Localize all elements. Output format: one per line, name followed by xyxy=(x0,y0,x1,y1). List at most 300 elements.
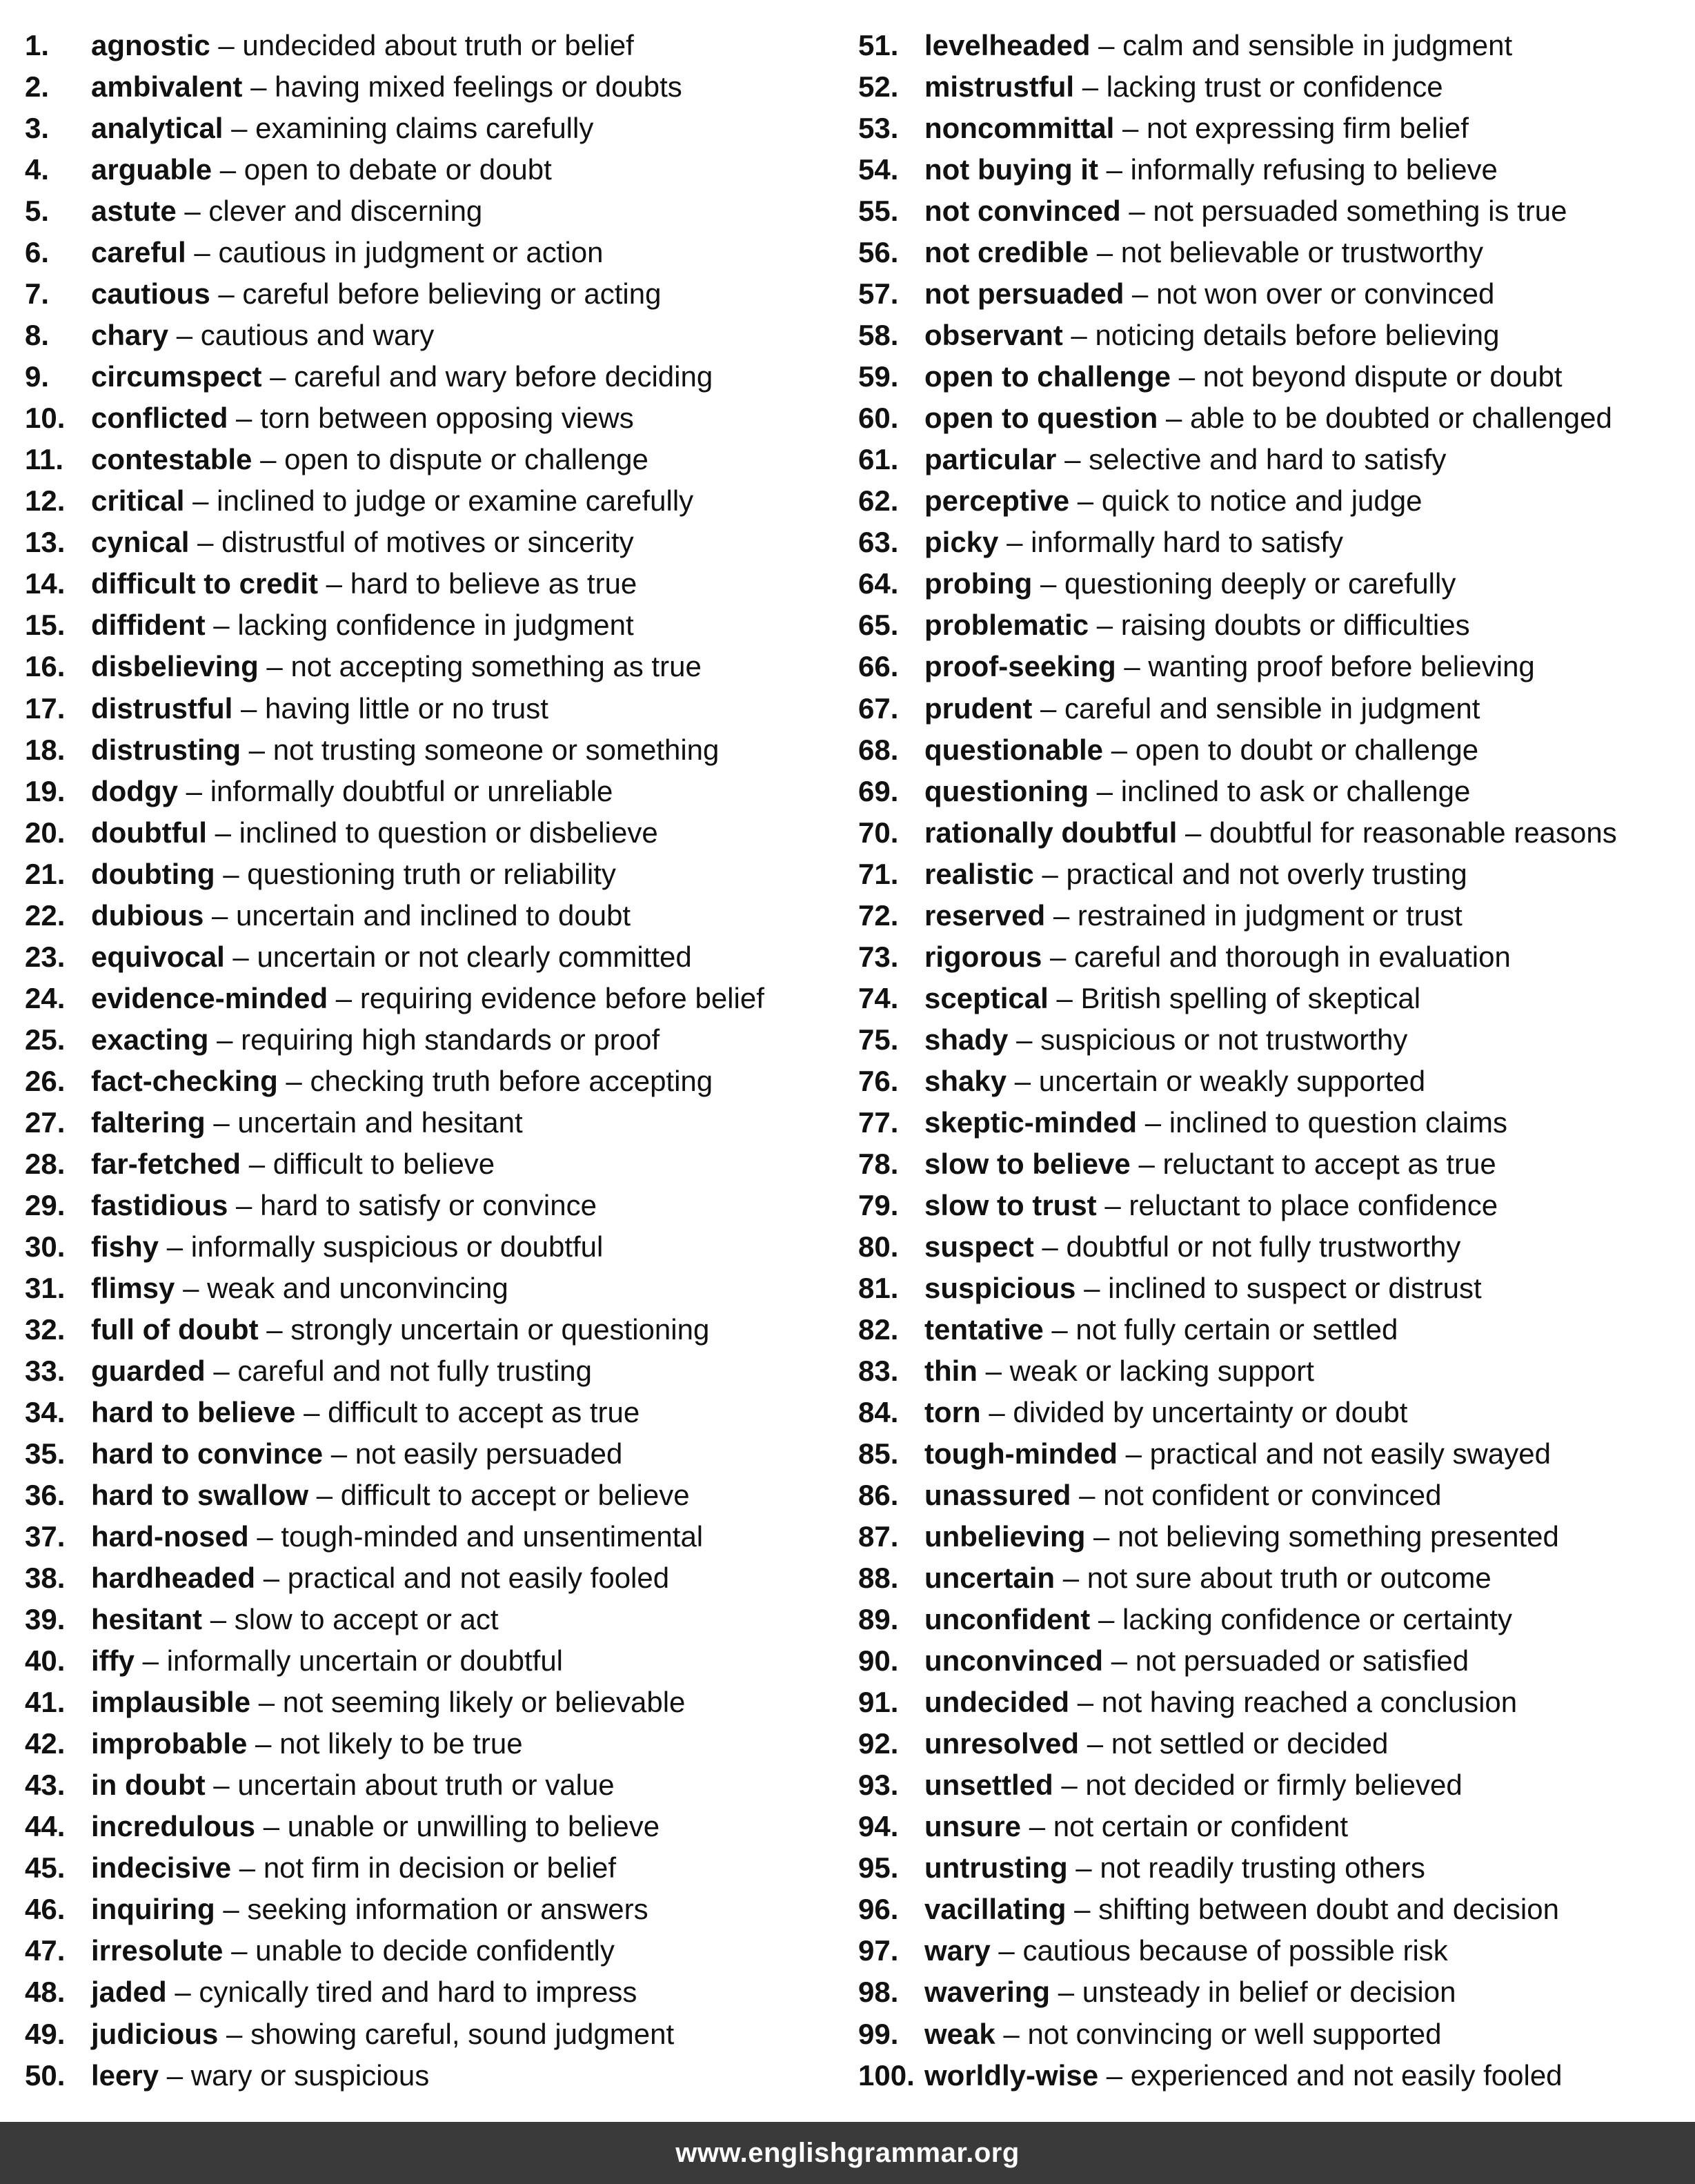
item-word: suspect xyxy=(924,1230,1034,1263)
item-definition: lacking trust or confidence xyxy=(1106,70,1443,104)
item-number: 25. xyxy=(25,1023,66,1056)
item-word: circumspect xyxy=(91,360,262,393)
item-entry xyxy=(924,25,1512,66)
item-definition: not won over or convinced xyxy=(1156,277,1495,311)
item-number: 73. xyxy=(858,940,899,973)
item-number: 49. xyxy=(25,2017,66,2050)
item-entry xyxy=(91,1102,523,1143)
item-entry xyxy=(924,1019,1407,1061)
item-entry xyxy=(924,646,1535,687)
item-word: astute xyxy=(91,195,177,228)
item-entry xyxy=(924,2014,1441,2055)
item-definition: wanting proof before believing xyxy=(1148,650,1535,683)
item-number: 30. xyxy=(25,1230,66,1263)
item-number: 71. xyxy=(858,857,899,890)
item-number: 54. xyxy=(858,153,899,186)
item-entry xyxy=(924,1971,1456,2013)
item-word: doubtful xyxy=(91,816,207,849)
item-dash: – xyxy=(166,2058,184,2092)
item-dash: – xyxy=(1106,2058,1123,2092)
item-definition: uncertain about truth or value xyxy=(237,1769,615,1802)
item-number: 52. xyxy=(858,70,899,104)
item-entry xyxy=(924,563,1456,604)
item-entry xyxy=(924,66,1443,108)
item-number: 93. xyxy=(858,1769,899,1802)
item-definition: experienced and not easily fooled xyxy=(1130,2058,1563,2092)
item-dash: – xyxy=(231,1934,248,1967)
item-dash: – xyxy=(176,319,193,352)
item-number: 1. xyxy=(25,29,50,61)
item-number: 2. xyxy=(25,70,50,104)
item-entry xyxy=(91,1350,592,1392)
item-word: full of doubt xyxy=(91,1312,259,1346)
item-entry xyxy=(924,356,1562,397)
item-definition: cautious in judgment or action xyxy=(218,236,604,269)
item-dash: – xyxy=(316,1479,333,1512)
item-dash: – xyxy=(166,1230,184,1263)
item-entry xyxy=(924,1226,1460,1268)
item-number: 67. xyxy=(858,691,899,725)
item-entry xyxy=(924,1392,1407,1433)
item-word: conflicted xyxy=(91,402,228,435)
item-entry xyxy=(924,729,1478,771)
item-entry xyxy=(924,439,1446,480)
item-word: unbelieving xyxy=(924,1520,1086,1553)
item-number: 95. xyxy=(858,1851,899,1885)
item-dash: – xyxy=(1096,236,1113,269)
item-definition: informally refusing to believe xyxy=(1130,153,1498,186)
item-entry xyxy=(924,1640,1469,1682)
item-number: 28. xyxy=(25,1147,66,1180)
item-definition: reluctant to accept as true xyxy=(1162,1147,1496,1180)
item-definition: not readily trusting others xyxy=(1100,1851,1425,1885)
item-dash: – xyxy=(226,2017,243,2050)
item-word: chary xyxy=(91,319,169,352)
item-dash: – xyxy=(1165,402,1182,435)
item-dash: – xyxy=(989,1396,1005,1429)
item-definition: not firm in decision or belief xyxy=(263,1851,617,1885)
item-number: 82. xyxy=(858,1312,899,1346)
item-definition: difficult to believe xyxy=(272,1147,495,1180)
item-number: 55. xyxy=(858,195,899,228)
item-word: guarded xyxy=(91,1355,206,1387)
item-word: far-fetched xyxy=(91,1147,241,1180)
item-number: 62. xyxy=(858,484,899,518)
item-dash: – xyxy=(998,1934,1015,1967)
item-dash: – xyxy=(263,1562,280,1595)
item-word: contestable xyxy=(91,443,252,476)
item-number: 96. xyxy=(858,1893,899,1926)
item-entry xyxy=(91,1226,603,1268)
item-dash: – xyxy=(211,898,228,932)
item-definition: uncertain or not clearly committed xyxy=(257,940,692,973)
item-number: 80. xyxy=(858,1230,899,1263)
item-entry xyxy=(91,1061,713,1102)
item-word: weak xyxy=(924,2017,995,2050)
item-definition: wary or suspicious xyxy=(190,2058,430,2092)
item-number: 9. xyxy=(25,360,50,393)
item-definition: not beyond dispute or doubt xyxy=(1202,360,1563,393)
item-dash: – xyxy=(215,816,231,849)
item-dash: – xyxy=(213,1355,230,1387)
item-entry xyxy=(91,356,713,397)
item-entry xyxy=(91,895,631,936)
item-number: 39. xyxy=(25,1603,66,1636)
item-definition: cautious and wary xyxy=(200,319,435,352)
item-entry xyxy=(91,1847,616,1889)
item-word: incredulous xyxy=(91,1810,256,1843)
item-entry xyxy=(924,895,1463,936)
item-dash: – xyxy=(1111,733,1128,766)
item-number: 17. xyxy=(25,691,66,725)
item-entry xyxy=(91,812,658,854)
item-number: 5. xyxy=(25,195,50,228)
item-word: proof-seeking xyxy=(924,650,1116,683)
item-entry xyxy=(91,397,634,439)
item-dash: – xyxy=(223,1893,239,1926)
item-dash: – xyxy=(213,1769,230,1802)
item-entry xyxy=(91,1185,597,1226)
item-word: probing xyxy=(924,567,1033,600)
item-number: 60. xyxy=(858,402,899,435)
item-dash: – xyxy=(255,1727,272,1760)
item-number: 57. xyxy=(858,277,899,311)
item-word: suspicious xyxy=(924,1271,1076,1304)
item-definition: not believable or trustworthy xyxy=(1120,236,1484,269)
item-dash: – xyxy=(241,691,257,725)
item-word: hesitant xyxy=(91,1603,203,1636)
item-number: 16. xyxy=(25,650,66,683)
item-definition: inclined to judge or examine carefully xyxy=(217,484,694,518)
item-definition: informally hard to satisfy xyxy=(1031,526,1343,559)
item-entry xyxy=(91,232,603,273)
item-dash: – xyxy=(236,1188,252,1221)
item-word: observant xyxy=(924,319,1063,352)
item-number: 68. xyxy=(858,733,899,766)
item-word: not persuaded xyxy=(924,277,1124,311)
item-number: 14. xyxy=(25,567,66,600)
item-dash: – xyxy=(1106,153,1122,186)
item-definition: open to doubt or challenge xyxy=(1135,733,1479,766)
item-number: 12. xyxy=(25,484,66,518)
item-word: slow to trust xyxy=(924,1188,1097,1221)
item-dash: – xyxy=(1050,940,1067,973)
item-word: ambivalent xyxy=(91,70,243,104)
item-dash: – xyxy=(1042,1230,1058,1263)
item-definition: open to dispute or challenge xyxy=(284,443,648,476)
item-word: shady xyxy=(924,1023,1009,1056)
item-number: 74. xyxy=(858,981,899,1014)
item-entry xyxy=(924,771,1470,812)
item-word: wary xyxy=(924,1934,991,1967)
item-dash: – xyxy=(1096,609,1113,642)
item-number: 69. xyxy=(858,774,899,807)
item-dash: – xyxy=(330,1437,348,1470)
item-dash: – xyxy=(1096,774,1113,807)
item-dash: – xyxy=(1003,2017,1020,2050)
item-word: shaky xyxy=(924,1064,1007,1097)
item-definition: clever and discerning xyxy=(208,195,483,228)
item-number: 44. xyxy=(25,1810,66,1843)
item-word: exacting xyxy=(91,1023,209,1056)
item-entry xyxy=(91,2014,674,2055)
item-number: 79. xyxy=(858,1188,899,1221)
item-dash: – xyxy=(985,1355,1002,1387)
item-dash: – xyxy=(1056,981,1073,1014)
item-dash: – xyxy=(194,236,210,269)
item-definition: torn between opposing views xyxy=(260,402,634,435)
item-dash: – xyxy=(186,774,203,807)
item-entry xyxy=(924,149,1498,190)
item-number: 89. xyxy=(858,1603,899,1636)
item-dash: – xyxy=(1074,1893,1091,1926)
item-dash: – xyxy=(286,1064,302,1097)
item-number: 36. xyxy=(25,1479,66,1512)
item-entry xyxy=(91,1682,685,1723)
item-dash: – xyxy=(270,360,286,393)
item-number: 58. xyxy=(858,319,899,352)
item-definition: not seeming likely or believable xyxy=(282,1686,686,1719)
item-number: 21. xyxy=(25,857,66,890)
item-word: mistrustful xyxy=(924,70,1075,104)
item-entry xyxy=(924,1102,1507,1143)
item-word: tentative xyxy=(924,1312,1044,1346)
item-number: 56. xyxy=(858,236,899,269)
item-word: judicious xyxy=(91,2017,219,2050)
item-word: vacillating xyxy=(924,1893,1067,1926)
item-number: 83. xyxy=(858,1355,899,1387)
item-dash: – xyxy=(260,443,277,476)
item-definition: not decided or firmly believed xyxy=(1085,1769,1463,1802)
item-dash: – xyxy=(326,567,343,600)
item-entry xyxy=(924,108,1469,149)
item-dash: – xyxy=(1125,1437,1142,1470)
item-word: doubting xyxy=(91,857,215,890)
item-word: equivocal xyxy=(91,940,225,973)
item-word: distrustful xyxy=(91,691,233,725)
item-dash: – xyxy=(1082,70,1099,104)
item-dash: – xyxy=(175,1976,191,2009)
item-number: 48. xyxy=(25,1976,66,2009)
item-definition: not likely to be true xyxy=(279,1727,523,1760)
item-entry xyxy=(91,1971,637,2013)
item-word: not buying it xyxy=(924,153,1098,186)
item-definition: practical and not overly trusting xyxy=(1066,857,1467,890)
item-entry xyxy=(91,1268,508,1309)
item-entry xyxy=(91,1599,499,1640)
item-entry xyxy=(924,1723,1388,1764)
item-definition: cautious because of possible risk xyxy=(1022,1934,1448,1967)
item-definition: examining claims carefully xyxy=(255,112,594,145)
item-definition: weak or lacking support xyxy=(1009,1355,1314,1387)
item-definition: strongly uncertain or questioning xyxy=(290,1312,710,1346)
item-word: faltering xyxy=(91,1105,206,1139)
item-word: questionable xyxy=(924,733,1104,766)
item-definition: inclined to question or disbelieve xyxy=(239,816,658,849)
item-number: 81. xyxy=(858,1271,899,1304)
item-word: flimsy xyxy=(91,1271,175,1304)
item-dash: – xyxy=(223,857,239,890)
item-dash: – xyxy=(218,29,235,61)
item-dash: – xyxy=(213,609,230,642)
item-number: 64. xyxy=(858,567,899,600)
item-entry xyxy=(91,66,682,108)
item-entry xyxy=(924,1764,1463,1806)
item-number: 24. xyxy=(25,981,66,1014)
item-dash: – xyxy=(239,1851,256,1885)
item-number: 38. xyxy=(25,1562,66,1595)
item-definition: unable to decide confidently xyxy=(255,1934,615,1967)
item-entry xyxy=(91,25,634,66)
item-word: in doubt xyxy=(91,1769,206,1802)
item-definition: doubtful for reasonable reasons xyxy=(1209,816,1617,849)
item-dash: – xyxy=(1138,1147,1155,1180)
item-number: 88. xyxy=(858,1562,899,1595)
item-number: 84. xyxy=(858,1396,899,1429)
item-word: diffident xyxy=(91,609,206,642)
item-number: 6. xyxy=(25,236,50,269)
item-dash: – xyxy=(236,402,252,435)
item-number: 35. xyxy=(25,1437,66,1470)
item-number: 76. xyxy=(858,1064,899,1097)
item-definition: not settled or decided xyxy=(1111,1727,1389,1760)
item-entry xyxy=(924,1309,1398,1350)
item-entry xyxy=(924,854,1467,895)
item-dash: – xyxy=(1007,526,1023,559)
item-number: 100. xyxy=(858,2058,915,2092)
item-definition: restrained in judgment or trust xyxy=(1077,898,1463,932)
item-definition: tough-minded and unsentimental xyxy=(281,1520,704,1553)
item-number: 75. xyxy=(858,1023,899,1056)
item-dash: – xyxy=(1064,443,1081,476)
item-definition: lacking confidence in judgment xyxy=(237,609,634,642)
item-number: 99. xyxy=(858,2017,899,2050)
item-dash: – xyxy=(1111,1644,1128,1678)
item-definition: unsteady in belief or decision xyxy=(1082,1976,1456,2009)
item-entry xyxy=(91,936,692,978)
item-dash: – xyxy=(1076,1851,1092,1885)
item-dash: – xyxy=(1104,1188,1121,1221)
item-definition: not certain or confident xyxy=(1053,1810,1348,1843)
item-dash: – xyxy=(192,484,209,518)
item-entry xyxy=(91,522,634,563)
footer-website-link[interactable]: www.englishgrammar.org xyxy=(675,2137,1020,2168)
item-entry xyxy=(924,1433,1551,1475)
item-definition: having mixed feelings or doubts xyxy=(275,70,682,104)
item-number: 22. xyxy=(25,898,66,932)
item-definition: requiring high standards or proof xyxy=(241,1023,660,1056)
item-entry xyxy=(91,480,693,522)
item-number: 94. xyxy=(858,1810,899,1843)
item-definition: showing careful, sound judgment xyxy=(250,2017,675,2050)
item-number: 11. xyxy=(25,443,64,476)
item-definition: seeking information or answers xyxy=(247,1893,648,1926)
item-dash: – xyxy=(1124,650,1140,683)
item-number: 63. xyxy=(858,526,899,559)
item-entry xyxy=(91,1723,523,1764)
item-definition: hard to believe as true xyxy=(350,567,637,600)
item-dash: – xyxy=(1079,1479,1096,1512)
item-number: 26. xyxy=(25,1064,66,1097)
item-definition: difficult to accept or believe xyxy=(340,1479,690,1512)
item-definition: informally doubtful or unreliable xyxy=(210,774,613,807)
item-dash: – xyxy=(1144,1105,1162,1139)
item-dash: – xyxy=(1129,195,1145,228)
item-number: 3. xyxy=(25,112,50,145)
item-definition: not sure about truth or outcome xyxy=(1087,1562,1491,1595)
item-number: 78. xyxy=(858,1147,899,1180)
item-word: thin xyxy=(924,1355,978,1387)
item-definition: not believing something presented xyxy=(1118,1520,1559,1553)
item-word: noncommittal xyxy=(924,112,1115,145)
item-entry xyxy=(924,1930,1448,1971)
item-entry xyxy=(924,315,1500,356)
item-definition: reluctant to place confidence xyxy=(1129,1188,1498,1221)
item-entry xyxy=(91,688,548,729)
item-dash: – xyxy=(210,1603,227,1636)
item-entry xyxy=(924,232,1483,273)
item-definition: selective and hard to satisfy xyxy=(1089,443,1447,476)
item-number: 65. xyxy=(858,609,899,642)
item-definition: inclined to ask or challenge xyxy=(1120,774,1471,807)
item-dash: – xyxy=(1098,1603,1115,1636)
item-definition: checking truth before accepting xyxy=(310,1064,713,1097)
item-entry xyxy=(924,1268,1482,1309)
item-number: 33. xyxy=(25,1355,66,1387)
item-number: 13. xyxy=(25,526,66,559)
item-dash: – xyxy=(1058,1976,1075,2009)
item-definition: not persuaded or satisfied xyxy=(1135,1644,1469,1678)
item-word: unconfident xyxy=(924,1603,1091,1636)
item-entry xyxy=(91,604,634,646)
item-number: 47. xyxy=(25,1934,66,1967)
item-number: 20. xyxy=(25,816,66,849)
item-word: reserved xyxy=(924,898,1046,932)
item-entry xyxy=(91,1806,660,1847)
item-definition: inclined to question claims xyxy=(1169,1105,1508,1139)
item-word: wavering xyxy=(924,1976,1051,2009)
item-number: 18. xyxy=(25,733,66,766)
item-dash: – xyxy=(266,1312,283,1346)
item-number: 19. xyxy=(25,774,66,807)
item-word: agnostic xyxy=(91,29,210,61)
item-number: 77. xyxy=(858,1105,899,1139)
item-number: 4. xyxy=(25,153,50,186)
item-word: skeptic-minded xyxy=(924,1105,1138,1139)
site-footer xyxy=(0,2122,1695,2184)
item-word: undecided xyxy=(924,1686,1070,1719)
item-word: unconvinced xyxy=(924,1644,1104,1678)
item-definition: not accepting something as true xyxy=(290,650,702,683)
item-dash: – xyxy=(184,195,201,228)
item-definition: undecided about truth or belief xyxy=(242,29,634,61)
item-entry xyxy=(924,1682,1517,1723)
item-word: jaded xyxy=(91,1976,167,2009)
item-word: indecisive xyxy=(91,1851,232,1885)
item-entry xyxy=(91,1889,648,1930)
item-dash: – xyxy=(1122,112,1139,145)
item-dash: – xyxy=(1077,484,1094,518)
item-entry xyxy=(924,190,1567,232)
item-entry xyxy=(91,1019,660,1061)
item-definition: uncertain or weakly supported xyxy=(1038,1064,1426,1097)
item-entry xyxy=(91,771,613,812)
item-number: 70. xyxy=(858,816,899,849)
item-word: difficult to credit xyxy=(91,567,318,600)
item-number: 61. xyxy=(858,443,899,476)
item-dash: – xyxy=(213,1105,230,1139)
item-entry xyxy=(91,1309,709,1350)
